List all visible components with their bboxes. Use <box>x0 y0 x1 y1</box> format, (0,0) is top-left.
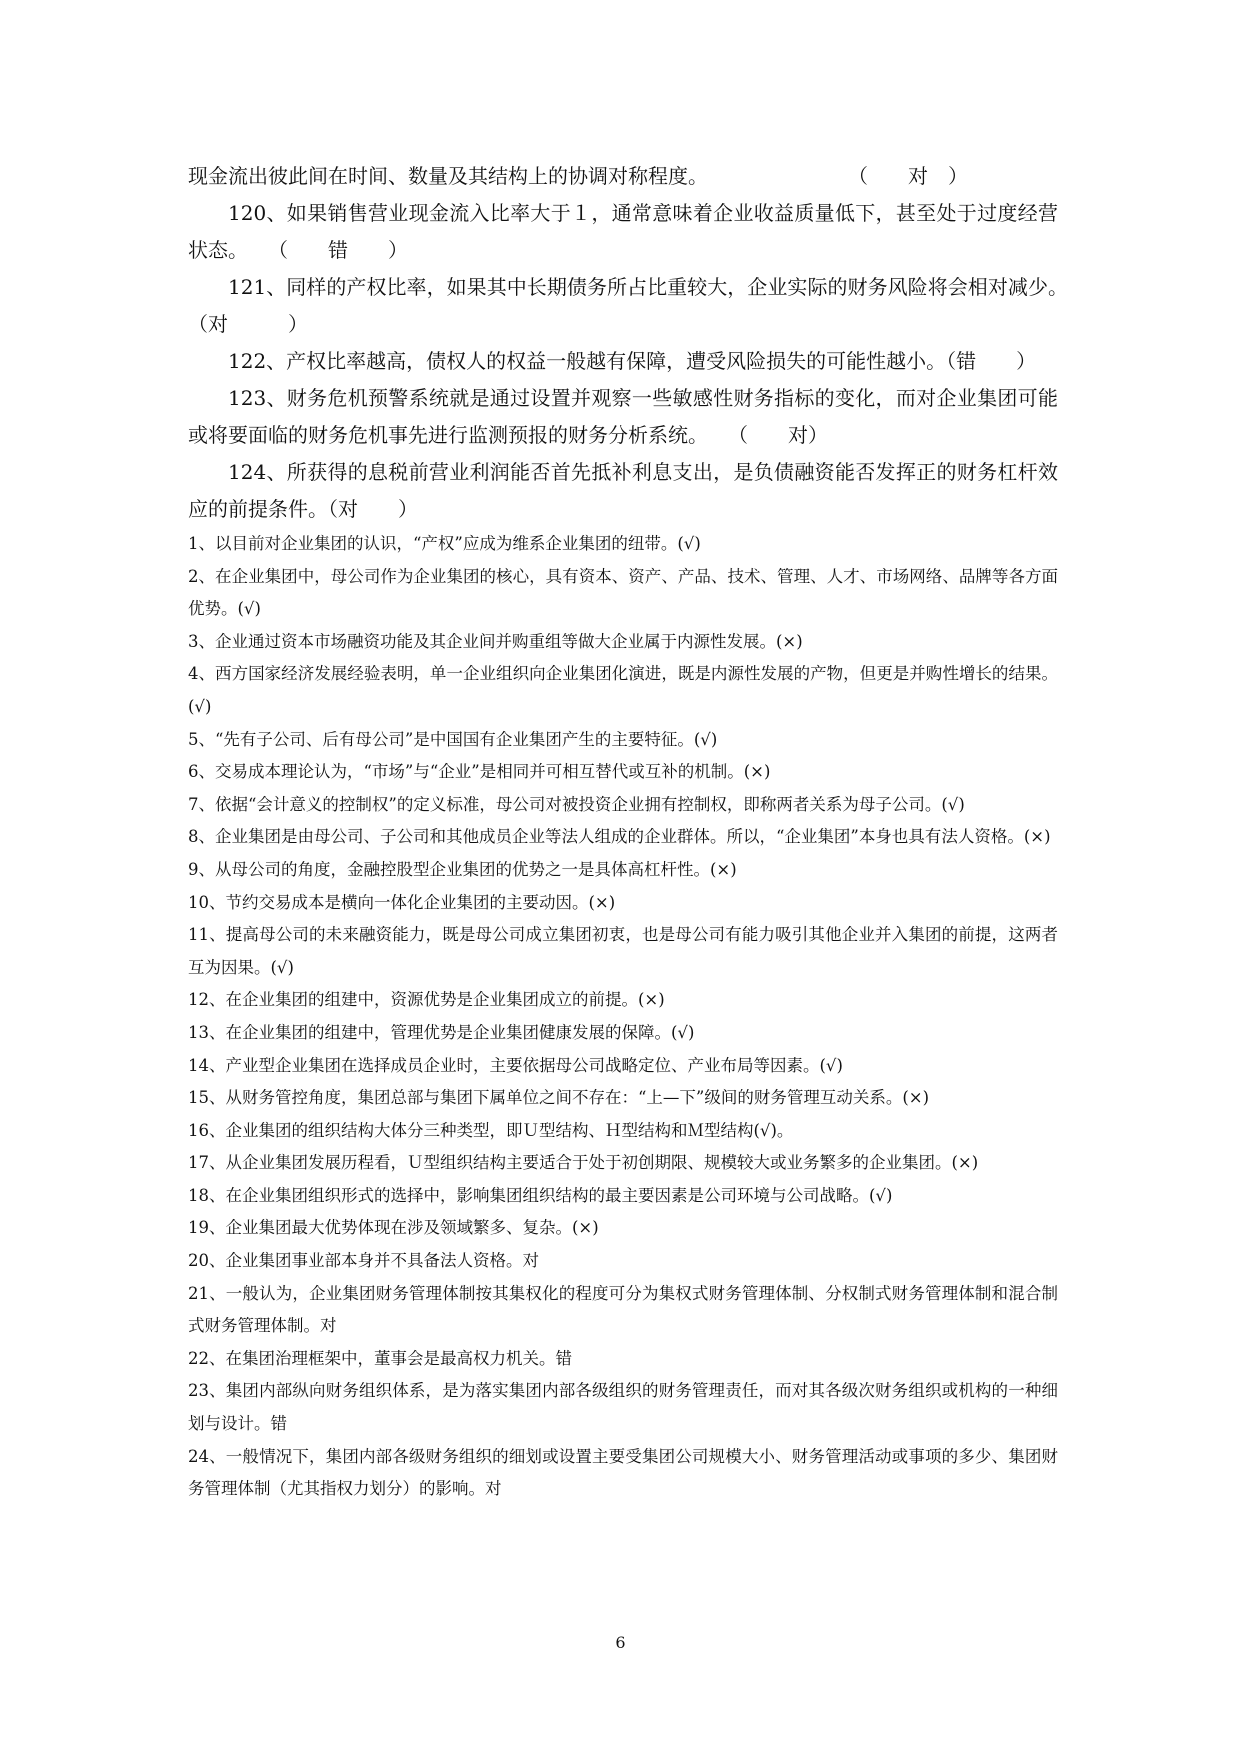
paragraph-item: 124、所获得的息税前营业利润能否首先抵补利息支出，是负债融资能否发挥正的财务杠杆效应的前提条件。（对 ） <box>188 460 1058 521</box>
statement-item: 18、在企业集团组织形式的选择中，影响集团组织结构的最主要因素是公司环境与公司战略。(√) <box>188 1185 893 1205</box>
paragraph-item: 120、如果销售营业现金流入比率大于１，通常意味着企业收益质量低下，甚至处于过度经营状态。 （ 错 ） <box>188 201 1058 262</box>
statement-item: 15、从财务管控角度，集团总部与集团下属单位之间不存在：“上—下”级间的财务管理互动关系。(×) <box>188 1088 930 1108</box>
statement-item: 3、企业通过资本市场融资功能及其企业间并购重组等做大企业属于内源性发展。(×) <box>188 631 803 651</box>
statement-item: 23、集团内部纵向财务组织体系，是为落实集团内部各级组织的财务管理责任，而对其各级次财务组织或机构的一种细划与设计。错 <box>188 1381 1058 1434</box>
statement-item: 21、一般认为，企业集团财务管理体制按其集权化的程度可分为集权式财务管理体制、分权制式财务管理体制和混合制式财务管理体制。对 <box>188 1283 1058 1336</box>
large-paragraph-list <box>188 158 1098 528</box>
paragraph-item: 122、产权比率越高，债权人的权益一般越有保障，遭受风险损失的可能性越小。（错 ） <box>228 349 1037 373</box>
statement-item: 8、企业集团是由母公司、子公司和其他成员企业等法人组成的企业群体。所以，“企业集团”本身也具有法人资格。(×) <box>188 827 1051 847</box>
statement-item: 11、提高母公司的未来融资能力，既是母公司成立集团初衷，也是母公司有能力吸引其他企业并入集团的前提，这两者互为因果。(√) <box>188 925 1058 977</box>
statement-item: 10、节约交易成本是横向一体化企业集团的主要动因。(×) <box>188 892 616 912</box>
paragraph-item: 123、财务危机预警系统就是通过设置并观察一些敏感性财务指标的变化，而对企业集团可能或将要面临的财务危机事先进行监测预报的财务分析系统。 （ 对） <box>188 386 1058 447</box>
statement-item: 13、在企业集团的组建中，管理优势是企业集团健康发展的保障。(√) <box>188 1022 695 1042</box>
statement-item: 4、西方国家经济发展经验表明，单一企业组织向企业集团化演进，既是内源性发展的产物，但更是并购性增长的结果。(√) <box>188 664 1058 716</box>
paragraph-item: 121、同样的产权比率，如果其中长期债务所占比重较大，企业实际的财务风险将会相对减少。 （对 ） <box>188 275 1098 336</box>
statement-item: 16、企业集团的组织结构大体分三种类型，即Ｕ型结构、Ｈ型结构和Ｍ型结构(√)。 <box>188 1120 794 1140</box>
paragraph-item: 现金流出彼此间在时间、数量及其结构上的协调对称程度。 （ 对 ） <box>188 164 968 188</box>
statement-item: 19、企业集团最大优势体现在涉及领域繁多、复杂。(×) <box>188 1218 599 1238</box>
statement-item: 9、从母公司的角度，金融控股型企业集团的优势之一是具体高杠杆性。(×) <box>188 859 737 879</box>
page-number: 6 <box>615 1633 626 1652</box>
statement-item: 14、产业型企业集团在选择成员企业时，主要依据母公司战略定位、产业布局等因素。(√) <box>188 1055 843 1075</box>
statement-item: 17、从企业集团发展历程看，Ｕ型组织结构主要适合于处于初创期限、规模较大或业务繁多的企业集团。(×) <box>188 1153 979 1173</box>
statement-item: 22、在集团治理框架中，董事会是最高权力机关。错 <box>188 1348 572 1368</box>
statement-item: 20、企业集团事业部本身并不具备法人资格。对 <box>188 1251 539 1271</box>
statement-item: 5、“先有子公司、后有母公司”是中国国有企业集团产生的主要特征。(√) <box>188 729 718 749</box>
statement-item: 1、以目前对企业集团的认识，“产权”应成为维系企业集团的纽带。(√) <box>188 534 701 553</box>
statement-item: 2、在企业集团中，母公司作为企业集团的核心，具有资本、资产、产品、技术、管理、人才、市场网络、品牌等各方面优势。(√) <box>188 566 1058 619</box>
statement-item: 6、交易成本理论认为，“市场”与“企业”是相同并可相互替代或互补的机制。(×) <box>188 762 771 782</box>
statement-item: 24、一般情况下，集团内部各级财务组织的细划或设置主要受集团公司规模大小、财务管理活动或事项的多少、集团财务管理体制（尤其指权力划分）的影响。对 <box>188 1446 1058 1499</box>
document-body <box>188 158 1098 1506</box>
statement-item: 12、在企业集团的组建中，资源优势是企业集团成立的前提。(×) <box>188 990 665 1010</box>
statement-item: 7、依据“会计意义的控制权”的定义标准，母公司对被投资企业拥有控制权，即称两者关系为母子公司。(√) <box>188 794 965 814</box>
statement-list <box>188 528 1058 1506</box>
